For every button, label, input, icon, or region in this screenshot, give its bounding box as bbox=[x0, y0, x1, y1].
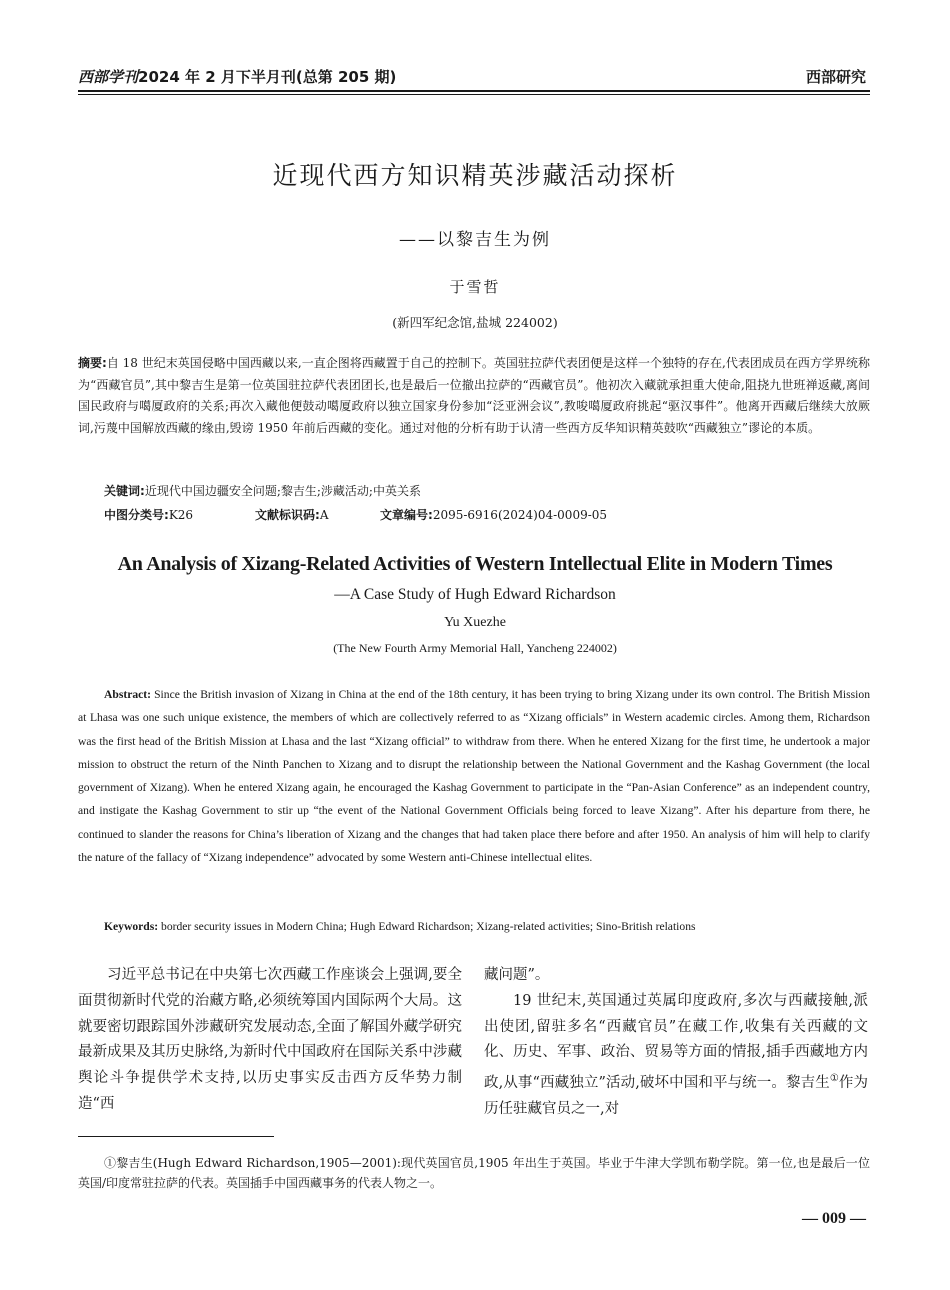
keywords-en-text: border security issues in Modern China; Hugh Edward Richardson; Xizang-related activities; Sino-British relations bbox=[161, 920, 696, 933]
abstract-en-text: Since the British invasion of Xizang in China at the end of the 18th century, it has been trying to bring Xizang under its own control. The British Mission at Lhasa was one such unique existence, the members of which are collectively referred to as “Xizang officials” in Western academic circles. Among them, Richardson was the first head of the British Mission at Lhasa and the last “Xizang official” to withdraw from there. When he entered Xizang for the first time, he undertook a major mission to obstruct the return of the Ninth Panchen to Xizang and to disrupt the relationship between the National Government and the Kashag Government (the local government of Xizang). When he entered Xizang again, he encouraged the Kashag Government to participate in the “Pan-Asian Conference” as an independent country, and instigate the Kashag Government to stir up “the event of the National Government Officials being forced to leave Xizang”. After his departure from there, he continued to slander the reasons for China’s liberation of Xizang and the changes that had taken place there before and after 1950. An analysis of him will help to clarify the nature of the fallacy of “Xizang independence” advocated by some Western anti-Chinese intellectual elites. bbox=[78, 688, 870, 865]
article-number bbox=[380, 506, 607, 523]
keywords-en-label: Keywords: bbox=[104, 920, 159, 933]
abstract-en bbox=[78, 683, 870, 869]
article-label: 文章编号: bbox=[380, 508, 433, 522]
author-en: Yu Xuezhe bbox=[444, 615, 506, 630]
abstract-cn bbox=[78, 353, 870, 439]
section-name: 西部研究 bbox=[805, 68, 866, 86]
footnote-rule bbox=[78, 1136, 274, 1137]
keywords-cn-label: 关键词: bbox=[104, 484, 145, 498]
body-left-column: 习近平总书记在中央第七次西藏工作座谈会上强调,要全面贯彻新时代党的治藏方略,必须统筹国内国际两个大局。这就要密切跟踪国外涉藏研究发展动态,全面了解国外藏学研究最新成果及其历史脉络,为新时代中国政府在国际关系中涉藏舆论斗争提供学术支持,以历史事实反击西方反华势力制造“西 bbox=[78, 967, 462, 1112]
header-rule-thin bbox=[78, 94, 870, 95]
subtitle-en: —A Case Study of Hugh Edward Richardson bbox=[334, 586, 616, 603]
issue-info: 2024 年 2 月下半月刊(总第 205 期) bbox=[138, 68, 397, 86]
keywords-cn bbox=[104, 482, 421, 499]
title-cn: 近现代西方知识精英涉藏活动探析 bbox=[272, 161, 678, 190]
header-rule bbox=[78, 90, 870, 92]
document-code bbox=[255, 506, 328, 523]
abstract-cn-label: 摘要: bbox=[78, 356, 107, 370]
body-paragraph-text-b: 作为历任驻藏官员之一,对 bbox=[484, 1075, 869, 1117]
page-number: — 009 — bbox=[802, 1210, 866, 1227]
title-en: An Analysis of Xizang-Related Activities of Western Intellectual Elite in Modern Times bbox=[117, 553, 833, 575]
article-value: 2095-6916(2024)04-0009-05 bbox=[432, 508, 608, 522]
doc-label: 文献标识码: bbox=[255, 508, 320, 522]
clc-value: K26 bbox=[168, 508, 194, 522]
clc-number bbox=[104, 506, 193, 523]
body-paragraph bbox=[484, 989, 868, 1123]
running-header bbox=[78, 66, 396, 87]
body-right-column bbox=[484, 963, 868, 1123]
affiliation-cn: (新四军纪念馆,盐城 224002) bbox=[392, 315, 558, 330]
affiliation-en: (The New Fourth Army Memorial Hall, Yancheng 224002) bbox=[333, 641, 617, 655]
keywords-cn-text: 近现代中国边疆安全问题;黎吉生;涉藏活动;中英关系 bbox=[144, 484, 421, 498]
body-paragraph-text-a: 19 世纪末,英国通过英属印度政府,多次与西藏接触,派出使团,留驻多名“西藏官员”在藏工作,收集有关西藏的文化、历史、军事、政治、贸易等方面的情报,插手西藏地方内政,从事“西藏独立”活动,破坏中国和平与统一。黎吉生 bbox=[484, 992, 868, 1092]
clc-label: 中图分类号: bbox=[104, 508, 169, 522]
abstract-en-label: Abstract: bbox=[104, 688, 152, 701]
abstract-cn-text: 自 18 世纪末英国侵略中国西藏以来,一直企图将西藏置于自己的控制下。英国驻拉萨代表团便是这样一个独特的存在,代表团成员在西方学界统称为“西藏官员”,其中黎吉生是第一位英国驻拉萨代表团团长,也是最后一位撤出拉萨的“西藏官员”。他初次入藏就承担重大使命,阻挠九世班禅返藏,离间国民政府与噶厦政府的关系;再次入藏他便鼓动噶厦政府以独立国家身份参加“泛亚洲会议”,教唆噶厦政府挑起“驱汉事件”。他离开西藏后继续大放厥词,污蔑中国解放西藏的缘由,毁谤 1950 年前后西藏的变化。通过对他的分析有助于认清一些西方反华知识精英鼓吹“西藏独立”谬论的本质。 bbox=[78, 356, 870, 435]
footnote-marker[interactable]: ① bbox=[829, 1073, 839, 1085]
subtitle-cn: ——以黎吉生为例 bbox=[399, 230, 551, 250]
body-paragraph-continued: 藏问题”。 bbox=[484, 967, 550, 983]
journal-logo: 西部学刊 bbox=[78, 68, 139, 86]
footnote: ①黎吉生(Hugh Edward Richardson,1905—2001):现代英国官员,1905 年出生于英国。毕业于牛津大学凯布勒学院。第一位,也是最后一位英国/印度常驻拉萨的代表。英国插手中国西藏事务的代表人物之一。 bbox=[78, 1156, 870, 1190]
doc-value: A bbox=[319, 508, 329, 522]
keywords-en bbox=[104, 920, 696, 933]
author-cn: 于雪哲 bbox=[449, 278, 501, 296]
